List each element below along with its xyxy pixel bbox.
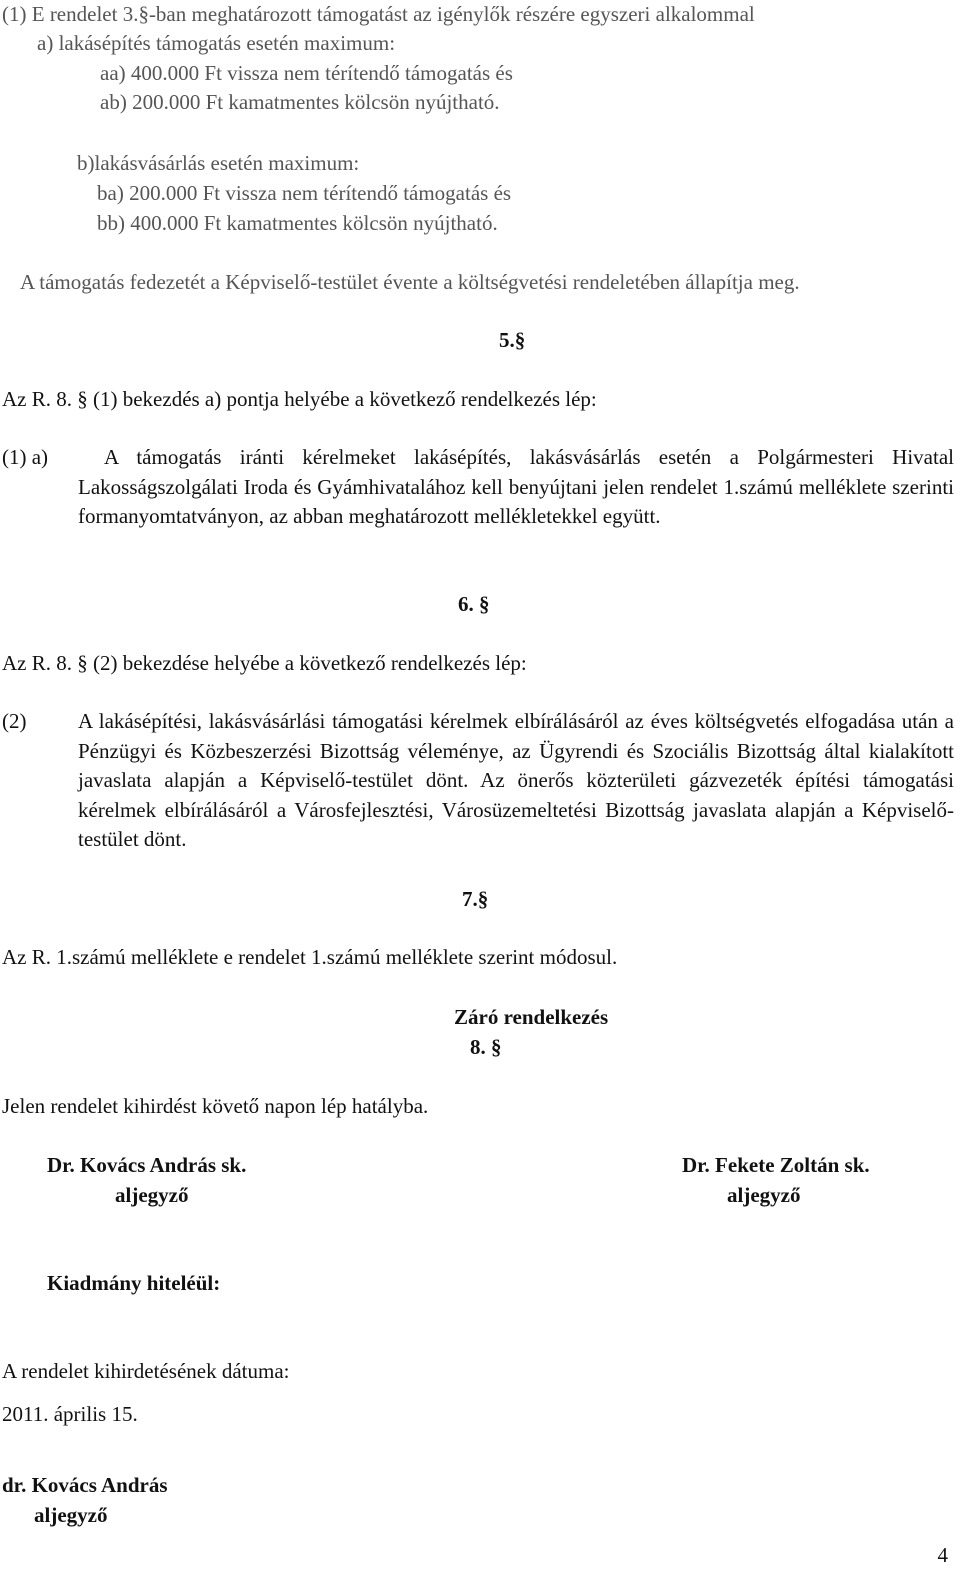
signature-left-title: aljegyző [115,1183,189,1207]
certification-label: Kiadmány hiteléül: [47,1271,221,1295]
section6-label: (2) [2,709,27,733]
section5-title: 5.§ [499,328,526,352]
section4-b-heading: b)lakásvásárlás esetén maximum: [77,151,360,175]
section4-aa: aa) 400.000 Ft vissza nem térítendő támogatás és [100,61,513,85]
section5-body: A támogatás iránti kérelmeket lakásépítés, lakásvásárlás esetén a Polgármesteri Hivatal Lakosságszolgálati Iroda és Gyámhivatalához kell benyújtani jelen rendelet 1.számú melléklete szerinti formanyomtatványon, az abban meghatározott mellékletekkel együtt. [78,445,954,528]
section4-intro: (1) E rendelet 3.§-ban meghatározott támogatást az igénylők részére egyszeri alkalommal [2,2,755,26]
certifier-name: dr. Kovács András [2,1473,168,1497]
section5-label: (1) a) [2,445,49,469]
section4-funding: A támogatás fedezetét a Képviselő-testület évente a költségvetési rendeletében állapítja meg. [20,270,800,294]
certifier-title: aljegyző [34,1503,108,1527]
signature-right-title: aljegyző [727,1183,801,1207]
section4-ba: ba) 200.000 Ft vissza nem térítendő támogatás és [97,181,512,205]
signature-right-name: Dr. Fekete Zoltán sk. [682,1153,870,1177]
section4-ab: ab) 200.000 Ft kamatmentes kölcsön nyújtható. [100,90,500,114]
section7-body: Az R. 1.számú melléklete e rendelet 1.számú melléklete szerint módosul. [2,945,618,969]
section6-body: A lakásépítési, lakásvásárlási támogatási kérelmek elbírálásáról az éves költségvetés elfogadása után a Pénzügyi és Közbeszerzési Bizottság véleménye, az Ügyrendi és Szociális Bizottság által kialakított javaslata alapján a Képviselő-testület dönt. Az önerős közterületi gázvezeték építési támogatási kérelmek elbírálásáról a Városfejlesztési, Városüzemeltetési Bizottság javaslata alapján a Képviselő-testület dönt. [78,709,954,851]
signature-left-name: Dr. Kovács András sk. [47,1153,247,1177]
closing-title: 8. § [470,1035,502,1059]
section6-title: 6. § [458,592,490,616]
section7-title: 7.§ [462,887,489,911]
section4-bb: bb) 400.000 Ft kamatmentes kölcsön nyújtható. [97,211,498,235]
publication-date-label: A rendelet kihirdetésének dátuma: [2,1359,290,1383]
publication-date: 2011. április 15. [2,1402,138,1426]
section5-intro: Az R. 8. § (1) bekezdés a) pontja helyébe a következő rendelkezés lép: [2,387,597,411]
section4-a-heading: a) lakásépítés támogatás esetén maximum: [37,31,396,55]
closing-body: Jelen rendelet kihirdést követő napon lép hatályba. [2,1094,429,1118]
section6-intro: Az R. 8. § (2) bekezdése helyébe a következő rendelkezés lép: [2,651,527,675]
closing-heading: Záró rendelkezés [454,1005,609,1029]
page-number: 4 [937,1543,948,1567]
